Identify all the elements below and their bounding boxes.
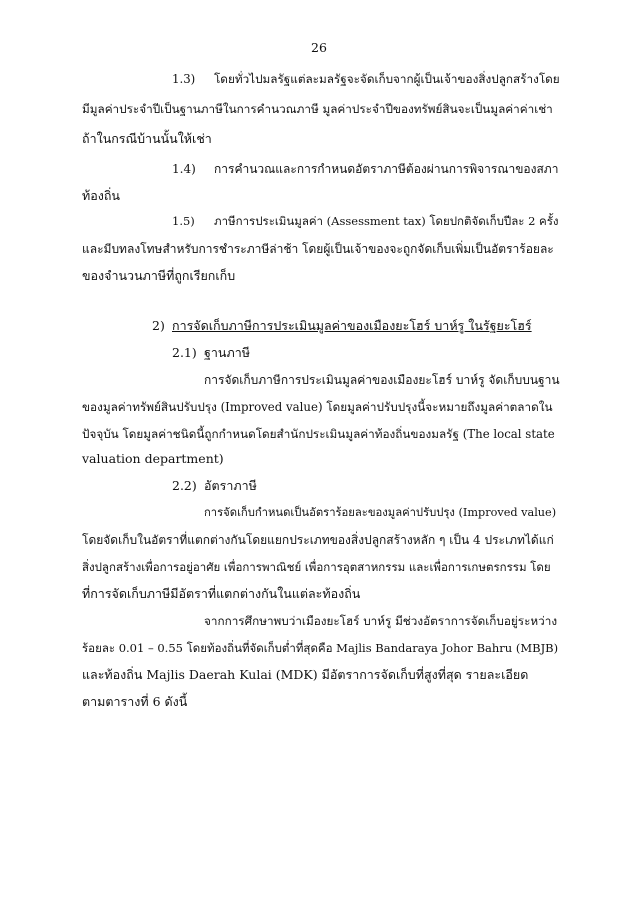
section-2-2-para2-line-1: จากการศึกษาพบว่าเมืองยะโฮร์ บาห์รู มีช่วงอัตราการจัดเก็บอยู่ระหว่าง [204,614,558,628]
section-2-title: การจัดเก็บภาษีการประเมินมูลค่าของเมืองยะโฮร์ บาห์รู ในรัฐยะโฮร์ [172,318,532,333]
section-2-2-para2-line-4: ตามตารางที่ 6 ดังนี้ [82,694,188,709]
section-1-5-number: 1.5) [172,214,195,228]
section-2-2-number: 2.2) [172,478,197,493]
section-1-4-text: การคำนวณและการกำหนดอัตราภาษีต้องผ่านการพิจารณาของสภา [214,162,559,176]
section-2-2-line-2: โดยจัดเก็บในอัตราที่แตกต่างกันโดยแยกประเภทของสิ่งปลูกสร้างหลัก ๆ เป็น 4 ประเภทได้แก่ [82,533,554,547]
section-1-3-line-3: ถ้าในกรณีบ้านนั้นให้เช่า [82,131,212,146]
section-1-3-line-2: มีมูลค่าประจำปีเป็นฐานภาษีในการคำนวณภาษี มูลค่าประจำปีของทรัพย์สินจะเป็นมูลค่าค่าเช่า [82,102,553,116]
section-1-4-number: 1.4) [172,162,196,176]
section-1-4-line-1 [172,160,558,178]
section-2-2-line-3: สิ่งปลูกสร้างเพื่อการอยู่อาศัย เพื่อการพาณิชย์ เพื่อการอุตสาหกรรม และเพื่อการเกษตรกรรม โดย [82,560,551,574]
section-1-3-number: 1.3) [172,72,196,86]
section-1-5-line-3: ของจำนวนภาษีที่ถูกเรียกเก็บ [82,268,236,283]
section-2-2-heading [172,477,257,495]
section-2-2-para2-line-2: ร้อยละ 0.01 – 0.55 โดยท้องถิ่นที่จัดเก็บต่ำที่สุดคือ Majlis Bandaraya Johor Bahru (MBJB) [82,641,559,655]
section-1-3-line-1 [172,70,560,88]
section-1-5-line-2: และมีบทลงโทษสำหรับการชำระภาษีล่าช้า โดยผู้เป็นเจ้าของจะถูกจัดเก็บเพิ่มเป็นอัตราร้อยละ [82,242,554,256]
section-2-1-line-2: ของมูลค่าทรัพย์สินปรับปรุง (Improved value) โดยมูลค่าปรับปรุงนี้จะหมายถึงมูลค่าตลาดใน [82,400,553,414]
section-2-2-line-1: การจัดเก็บกำหนดเป็นอัตราร้อยละของมูลค่าปรับปรุง (Improved value) [204,506,557,519]
section-2-2-title: อัตราภาษี [204,478,257,493]
section-2-1-line-3: ปัจจุบัน โดยมูลค่าชนิดนี้ถูกกำหนดโดยสำนักประเมินมูลค่าท้องถิ่นของมลรัฐ (The local state [82,427,555,441]
section-2-2-para2-line-3: และท้องถิ่น Majlis Daerah Kulai (MDK) มีอัตราการจัดเก็บที่สูงที่สุด รายละเอียด [82,667,529,682]
section-1-4-line-2: ท้องถิ่น [82,188,120,203]
section-1-5-line-1 [172,212,559,230]
section-1-3-text: โดยทั่วไปมลรัฐแต่ละมลรัฐจะจัดเก็บจากผู้เป็นเจ้าของสิ่งปลูกสร้างโดย [214,72,560,86]
section-2-2-line-4: ที่การจัดเก็บภาษีมีอัตราที่แตกต่างกันในแต่ละท้องถิ่น [82,586,361,601]
section-1-5-text: ภาษีการประเมินมูลค่า (Assessment tax) โดยปกติจัดเก็บปีละ 2 ครั้ง [214,214,559,228]
section-2-1-heading [172,344,250,362]
section-2-number: 2) [152,318,165,333]
section-2-heading [152,317,532,335]
section-2-1-number: 2.1) [172,345,197,360]
section-2-1-line-1: การจัดเก็บภาษีการประเมินมูลค่าของเมืองยะโฮร์ บาห์รู จัดเก็บบนฐาน [204,373,560,387]
section-2-1-line-4: valuation department) [82,451,224,466]
page-number: 26 [311,40,327,55]
section-2-1-title: ฐานภาษี [204,345,250,360]
